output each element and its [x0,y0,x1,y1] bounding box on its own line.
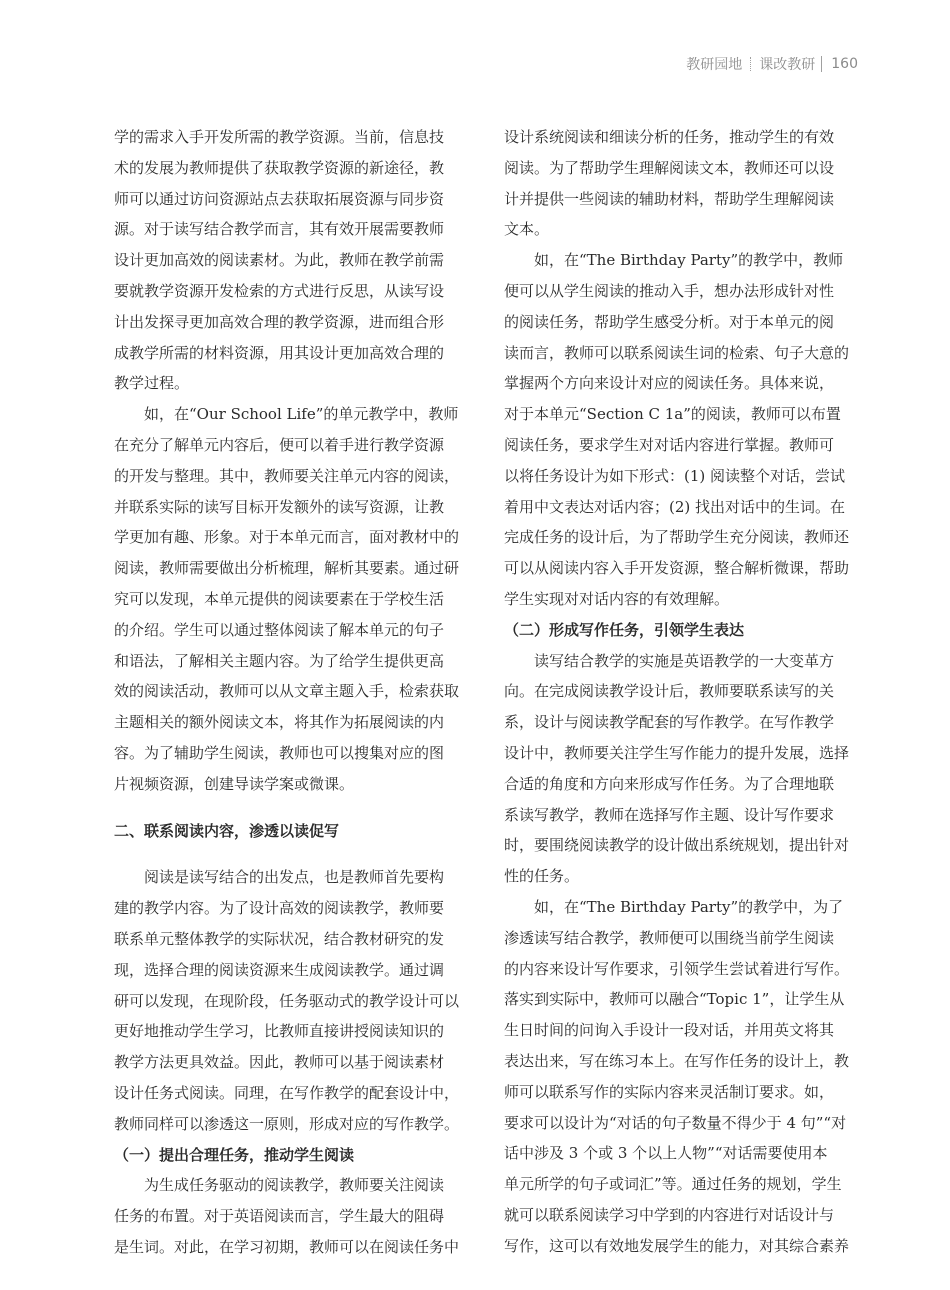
text-line: 读而言，教师可以联系阅读生词的检索、句子大意的 [504,343,850,362]
text-line: 单元所学的句子或词汇”等。通过任务的规划，学生 [504,1175,842,1194]
text-line: 阅读是读写结合的出发点，也是教师首先要构 [144,868,445,887]
text-line: 阅读。为了帮助学生理解阅读文本，教师还可以设 [504,158,835,177]
text-line: 在充分了解单元内容后，便可以着手进行教学资源 [114,435,445,454]
text-line: 为生成任务驱动的阅读教学，教师要关注阅读 [144,1176,445,1195]
text-line: 学生实现对对话内容的有效理解。 [504,589,730,608]
text-line: 和语法，了解相关主题内容。为了给学生提供更高 [114,651,445,670]
text-line: 教学过程。 [114,374,190,393]
text-line: 写作，这可以有效地发展学生的能力，对其综合素养 [504,1236,850,1255]
text-line: 效的阅读活动，教师可以从文章主题入手，检索获取 [114,682,460,701]
text-line: 学更加有趣、形象。对于本单元而言，面对教材中的 [114,528,460,547]
text-line: 设计中，教师要关注学生写作能力的提升发展，选择 [504,743,850,762]
text-line: 可以从阅读内容入手开发资源，整合解析微课，帮助 [504,559,850,578]
text-line: 的介绍。学生可以通过整体阅读了解本单元的句子 [114,620,445,639]
text-line: 是生词。对此，在学习初期，教师可以在阅读任务中 [114,1237,460,1256]
text-line: 成教学所需的材料资源，用其设计更加高效合理的 [114,343,445,362]
right-column [504,122,860,1261]
body-paragraph [114,399,470,799]
text-line: 便可以从学生阅读的推动入手，想办法形成针对性 [504,281,835,300]
header-divider-bar [821,56,822,72]
text-line: 表达出来，写在练习本上。在写作任务的设计上，教 [504,1051,850,1070]
text-line: 向。在完成阅读教学设计后，教师要联系读写的关 [504,682,835,701]
text-line: 如，在“The Birthday Party”的教学中，教师 [534,251,844,270]
text-line: 如，在“The Birthday Party”的教学中，为了 [534,897,844,916]
text-line: 要求可以设计为“对话的句子数量不得少于 4 句”“对 [504,1113,847,1132]
text-line: 教师同样可以渗透这一原则，形成对应的写作教学。 [114,1114,460,1133]
text-line: 阅读，教师需要做出分析梳理，解析其要素。通过研 [114,559,460,578]
text-line: 并联系实际的读写目标开发额外的读写资源，让教 [114,497,445,516]
text-line: 完成任务的设计后，为了帮助学生充分阅读，教师还 [504,528,850,547]
text-line: 更好地推动学生学习，比教师直接讲授阅读知识的 [114,1022,445,1041]
text-line: 着用中文表达对话内容；(2) 找出对话中的生词。在 [504,497,846,516]
text-line: 源。对于读写结合教学而言，其有效开展需要教师 [114,220,445,239]
text-line: 联系单元整体教学的实际状况，结合教材研究的发 [114,929,445,948]
text-line: 对于本单元“Section C 1a”的阅读，教师可以布置 [504,405,841,424]
body-paragraph [114,122,470,399]
text-line: 建的教学内容。为了设计高效的阅读教学，教师要 [114,899,445,918]
body-paragraph [504,122,860,245]
text-line: 要就教学资源开发检索的方式进行反思，从读写设 [114,281,445,300]
body-paragraph [504,646,860,892]
text-line: 设计系统阅读和细读分析的任务，推动学生的有效 [504,128,835,146]
body-paragraph [114,862,470,1139]
text-line: 片视频资源，创建导读学案或微课。 [114,774,355,793]
text-line: 设计更加高效的阅读素材。为此，教师在教学前需 [114,251,445,270]
section-heading [114,816,470,847]
text-line: 系，设计与阅读教学配套的写作教学。在写作教学 [504,713,835,732]
text-line: 任务的布置。对于英语阅读而言，学生最大的阻碍 [114,1207,445,1226]
page-number: 160 [831,56,858,72]
text-line: 教学方法更具效益。因此，教师可以基于阅读素材 [114,1053,445,1072]
text-line: 学的需求入手开发所需的教学资源。当前，信息技 [114,128,445,146]
text-line: 的开发与整理。其中，教师要关注单元内容的阅读， [114,466,460,485]
subsection-heading [504,615,860,646]
text-line: 师可以通过访问资源站点去获取拓展资源与同步资 [114,189,445,208]
text-line: 生日时间的问询入手设计一段对话，并用英文将其 [504,1021,835,1040]
text-line: 合适的角度和方向来形成写作任务。为了合理地联 [504,774,835,793]
text-line: 掌握两个方向来设计对应的阅读任务。具体来说， [504,374,835,393]
text-line: 性的任务。 [504,867,580,886]
text-line: 容。为了辅助学生阅读，教师也可以搜集对应的图 [114,743,445,762]
text-line: 就可以联系阅读学习中学到的内容进行对话设计与 [504,1205,835,1224]
text-line: （一）提出合理任务，推动学生阅读 [114,1145,355,1164]
text-line: 二、联系阅读内容，渗透以读促写 [114,821,340,840]
text-line: 时，要围绕阅读教学的设计做出系统规划，提出针对 [504,836,850,855]
text-line: 阅读任务，要求学生对对话内容进行掌握。教师可 [504,435,835,454]
header-section: 教研园地 [686,57,743,73]
text-line: 的内容来设计写作要求，引领学生尝试着进行写作。 [504,959,850,978]
text-line: 渗透读写结合教学，教师便可以围绕当前学生阅读 [504,928,835,947]
text-line: 究可以发现，本单元提供的阅读要素在于学校生活 [114,589,445,608]
text-line: 话中涉及 3 个或 3 个以上人物”“对话需要使用本 [504,1144,828,1163]
left-column [114,122,470,1263]
text-line: 的阅读任务，帮助学生感受分析。对于本单元的阅 [504,312,835,331]
body-paragraph [504,245,860,615]
text-line: 文本。 [504,220,550,239]
header-subsection: 课改教研 [759,57,816,73]
text-line: 落实到实际中，教师可以融合“Topic 1”，让学生从 [504,990,845,1009]
body-paragraph [114,1170,470,1262]
text-line: 如，在“Our School Life”的单元教学中，教师 [144,405,459,424]
header-divider [750,57,751,71]
text-line: 师可以联系写作的实际内容来灵活制订要求。如， [504,1082,835,1101]
text-line: 术的发展为教师提供了获取教学资源的新途径，教 [114,158,445,177]
text-line: 现，选择合理的阅读资源来生成阅读教学。通过调 [114,960,445,979]
body-paragraph [504,892,860,1262]
text-line: 以将任务设计为如下形式：(1) 阅读整个对话，尝试 [504,466,846,485]
text-line: 计并提供一些阅读的辅助材料，帮助学生理解阅读 [504,189,835,208]
subsection-heading [114,1140,470,1171]
text-line: 设计任务式阅读。同理，在写作教学的配套设计中， [114,1083,460,1102]
text-line: 读写结合教学的实施是英语教学的一大变革方 [534,651,835,670]
running-header [686,54,858,74]
text-line: 主题相关的额外阅读文本，将其作为拓展阅读的内 [114,713,445,732]
text-line: 计出发探寻更加高效合理的教学资源，进而组合形 [114,312,445,331]
text-line: 研可以发现，在现阶段，任务驱动式的教学设计可以 [114,991,460,1010]
text-line: 系读写教学，教师在选择写作主题、设计写作要求 [504,805,835,824]
text-line: （二）形成写作任务，引领学生表达 [504,620,745,639]
